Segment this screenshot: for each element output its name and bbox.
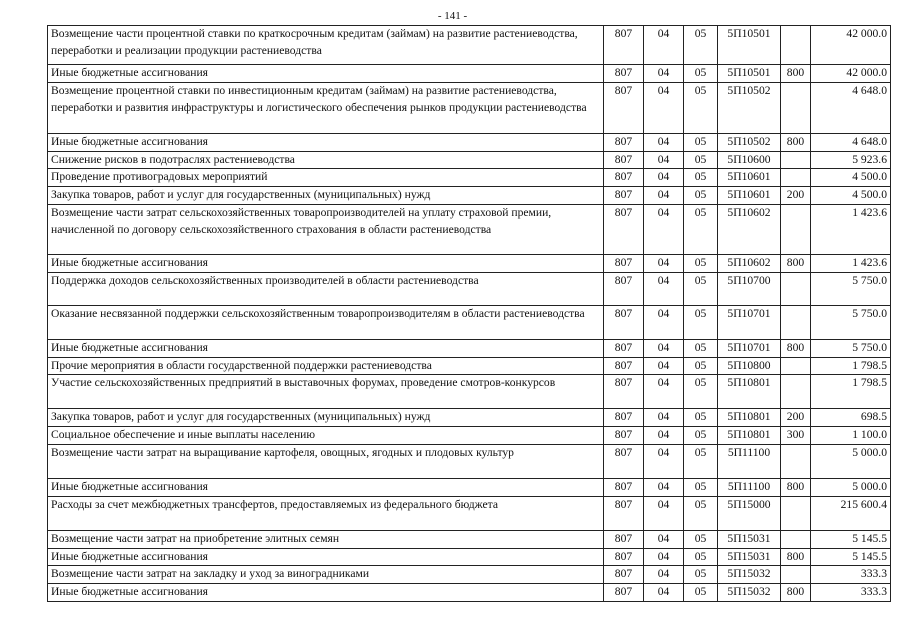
cell-target: 5П11100 xyxy=(718,478,781,496)
cell-ministry: 807 xyxy=(604,496,644,530)
cell-target: 5П10701 xyxy=(718,305,781,339)
cell-subsection: 05 xyxy=(684,26,718,65)
cell-expense-type: 800 xyxy=(781,65,811,83)
table-row xyxy=(48,169,891,187)
cell-subsection: 05 xyxy=(684,375,718,409)
cell-ministry: 807 xyxy=(604,409,644,427)
cell-subsection: 05 xyxy=(684,478,718,496)
cell-subsection: 05 xyxy=(684,548,718,566)
cell-subsection: 05 xyxy=(684,339,718,357)
cell-name: Возмещение процентной ставки по инвестиционным кредитам (займам) на развитие растениеводства, переработки и развития инфраструктуры и логистического обеспечения рынков продукции растениеводства xyxy=(48,82,604,133)
cell-expense-type xyxy=(781,444,811,478)
cell-target: 5П10601 xyxy=(718,169,781,187)
table-row xyxy=(48,133,891,151)
cell-name: Возмещение части затрат на выращивание картофеля, овощных, ягодных и плодовых культур xyxy=(48,444,604,478)
cell-name: Иные бюджетные ассигнования xyxy=(48,478,604,496)
cell-subsection: 05 xyxy=(684,357,718,375)
cell-ministry: 807 xyxy=(604,427,644,445)
cell-expense-type: 800 xyxy=(781,133,811,151)
cell-expense-type xyxy=(781,272,811,305)
cell-amount: 5 000.0 xyxy=(811,478,891,496)
cell-section: 04 xyxy=(644,26,684,65)
table-row xyxy=(48,151,891,169)
cell-target: 5П10501 xyxy=(718,26,781,65)
table-row xyxy=(48,187,891,205)
cell-amount: 1 798.5 xyxy=(811,357,891,375)
cell-name: Возмещение части затрат на приобретение элитных семян xyxy=(48,530,604,548)
cell-section: 04 xyxy=(644,204,684,254)
cell-name: Расходы за счет межбюджетных трансфертов, предоставляемых из федерального бюджета xyxy=(48,496,604,530)
cell-ministry: 807 xyxy=(604,357,644,375)
cell-ministry: 807 xyxy=(604,133,644,151)
cell-expense-type xyxy=(781,305,811,339)
cell-section: 04 xyxy=(644,444,684,478)
cell-name: Поддержка доходов сельскохозяйственных производителей в области растениеводства xyxy=(48,272,604,305)
cell-name: Закупка товаров, работ и услуг для государственных (муниципальных) нужд xyxy=(48,187,604,205)
cell-subsection: 05 xyxy=(684,566,718,584)
cell-subsection: 05 xyxy=(684,427,718,445)
cell-target: 5П11100 xyxy=(718,444,781,478)
cell-target: 5П15031 xyxy=(718,548,781,566)
cell-target: 5П15000 xyxy=(718,496,781,530)
budget-table xyxy=(47,25,891,602)
cell-section: 04 xyxy=(644,151,684,169)
cell-amount: 698.5 xyxy=(811,409,891,427)
cell-amount: 5 145.5 xyxy=(811,530,891,548)
cell-section: 04 xyxy=(644,584,684,602)
cell-amount: 1 100.0 xyxy=(811,427,891,445)
table-row xyxy=(48,272,891,305)
table-row xyxy=(48,82,891,133)
cell-amount: 1 798.5 xyxy=(811,375,891,409)
cell-section: 04 xyxy=(644,427,684,445)
cell-expense-type xyxy=(781,566,811,584)
cell-section: 04 xyxy=(644,133,684,151)
table-row xyxy=(48,496,891,530)
cell-section: 04 xyxy=(644,357,684,375)
cell-section: 04 xyxy=(644,82,684,133)
cell-target: 5П10801 xyxy=(718,409,781,427)
cell-section: 04 xyxy=(644,169,684,187)
cell-target: 5П10801 xyxy=(718,375,781,409)
cell-ministry: 807 xyxy=(604,204,644,254)
cell-ministry: 807 xyxy=(604,65,644,83)
cell-amount: 1 423.6 xyxy=(811,254,891,272)
cell-ministry: 807 xyxy=(604,82,644,133)
cell-amount: 333.3 xyxy=(811,566,891,584)
cell-name: Возмещение части затрат сельскохозяйственных товаропроизводителей на уплату страховой премии, начисленной по договору сельскохозяйственного страхования в области растениеводства xyxy=(48,204,604,254)
cell-expense-type: 800 xyxy=(781,548,811,566)
cell-expense-type: 800 xyxy=(781,339,811,357)
table-row xyxy=(48,26,891,65)
cell-target: 5П15032 xyxy=(718,584,781,602)
table-row xyxy=(48,584,891,602)
cell-amount: 4 648.0 xyxy=(811,82,891,133)
cell-amount: 5 750.0 xyxy=(811,339,891,357)
cell-target: 5П10600 xyxy=(718,151,781,169)
cell-target: 5П10602 xyxy=(718,204,781,254)
cell-amount: 5 750.0 xyxy=(811,272,891,305)
cell-ministry: 807 xyxy=(604,444,644,478)
table-row xyxy=(48,566,891,584)
cell-expense-type: 300 xyxy=(781,427,811,445)
cell-name: Снижение рисков в подотраслях растениеводства xyxy=(48,151,604,169)
cell-target: 5П10502 xyxy=(718,82,781,133)
cell-section: 04 xyxy=(644,272,684,305)
table-row xyxy=(48,65,891,83)
cell-section: 04 xyxy=(644,409,684,427)
cell-target: 5П10700 xyxy=(718,272,781,305)
cell-expense-type: 800 xyxy=(781,584,811,602)
cell-section: 04 xyxy=(644,65,684,83)
cell-expense-type xyxy=(781,151,811,169)
table-row xyxy=(48,548,891,566)
cell-name: Иные бюджетные ассигнования xyxy=(48,548,604,566)
cell-name: Иные бюджетные ассигнования xyxy=(48,133,604,151)
cell-section: 04 xyxy=(644,548,684,566)
cell-expense-type: 200 xyxy=(781,409,811,427)
cell-ministry: 807 xyxy=(604,478,644,496)
cell-section: 04 xyxy=(644,530,684,548)
table-row xyxy=(48,530,891,548)
table-row xyxy=(48,478,891,496)
cell-section: 04 xyxy=(644,254,684,272)
table-row xyxy=(48,375,891,409)
cell-expense-type: 200 xyxy=(781,187,811,205)
cell-ministry: 807 xyxy=(604,305,644,339)
cell-name: Прочие мероприятия в области государственной поддержки растениеводства xyxy=(48,357,604,375)
cell-section: 04 xyxy=(644,478,684,496)
cell-target: 5П15031 xyxy=(718,530,781,548)
cell-amount: 333.3 xyxy=(811,584,891,602)
cell-section: 04 xyxy=(644,187,684,205)
cell-expense-type: 800 xyxy=(781,478,811,496)
cell-target: 5П10601 xyxy=(718,187,781,205)
cell-target: 5П10501 xyxy=(718,65,781,83)
table-row xyxy=(48,305,891,339)
table-row xyxy=(48,409,891,427)
cell-name: Иные бюджетные ассигнования xyxy=(48,339,604,357)
cell-subsection: 05 xyxy=(684,272,718,305)
cell-amount: 5 923.6 xyxy=(811,151,891,169)
table-row xyxy=(48,357,891,375)
cell-ministry: 807 xyxy=(604,566,644,584)
cell-section: 04 xyxy=(644,375,684,409)
cell-target: 5П10801 xyxy=(718,427,781,445)
cell-ministry: 807 xyxy=(604,584,644,602)
cell-subsection: 05 xyxy=(684,204,718,254)
cell-name: Иные бюджетные ассигнования xyxy=(48,254,604,272)
cell-expense-type xyxy=(781,530,811,548)
cell-ministry: 807 xyxy=(604,169,644,187)
cell-target: 5П10800 xyxy=(718,357,781,375)
cell-ministry: 807 xyxy=(604,272,644,305)
cell-ministry: 807 xyxy=(604,26,644,65)
cell-amount: 5 000.0 xyxy=(811,444,891,478)
table-row xyxy=(48,339,891,357)
cell-ministry: 807 xyxy=(604,151,644,169)
cell-expense-type xyxy=(781,26,811,65)
cell-section: 04 xyxy=(644,339,684,357)
cell-ministry: 807 xyxy=(604,339,644,357)
cell-amount: 215 600.4 xyxy=(811,496,891,530)
cell-expense-type xyxy=(781,375,811,409)
cell-ministry: 807 xyxy=(604,187,644,205)
cell-target: 5П15032 xyxy=(718,566,781,584)
cell-amount: 4 500.0 xyxy=(811,187,891,205)
cell-name: Закупка товаров, работ и услуг для государственных (муниципальных) нужд xyxy=(48,409,604,427)
cell-subsection: 05 xyxy=(684,444,718,478)
cell-amount: 5 145.5 xyxy=(811,548,891,566)
cell-name: Оказание несвязанной поддержки сельскохозяйственным товаропроизводителям в области растениеводства xyxy=(48,305,604,339)
cell-subsection: 05 xyxy=(684,496,718,530)
cell-amount: 1 423.6 xyxy=(811,204,891,254)
cell-name: Иные бюджетные ассигнования xyxy=(48,584,604,602)
cell-name: Социальное обеспечение и иные выплаты населению xyxy=(48,427,604,445)
cell-expense-type xyxy=(781,204,811,254)
cell-subsection: 05 xyxy=(684,65,718,83)
cell-subsection: 05 xyxy=(684,133,718,151)
cell-amount: 4 500.0 xyxy=(811,169,891,187)
cell-subsection: 05 xyxy=(684,584,718,602)
cell-target: 5П10701 xyxy=(718,339,781,357)
cell-expense-type xyxy=(781,82,811,133)
cell-section: 04 xyxy=(644,496,684,530)
cell-name: Участие сельскохозяйственных предприятий в выставочных форумах, проведение смотров-конкурсов xyxy=(48,375,604,409)
cell-subsection: 05 xyxy=(684,82,718,133)
page-number: - 141 - xyxy=(437,10,468,22)
cell-subsection: 05 xyxy=(684,409,718,427)
cell-section: 04 xyxy=(644,305,684,339)
cell-name: Возмещение части процентной ставки по краткосрочным кредитам (займам) на развитие растениеводства, переработки и реализации продукции растениеводства xyxy=(48,26,604,65)
cell-subsection: 05 xyxy=(684,254,718,272)
cell-expense-type xyxy=(781,357,811,375)
cell-subsection: 05 xyxy=(684,305,718,339)
cell-amount: 42 000.0 xyxy=(811,26,891,65)
cell-expense-type: 800 xyxy=(781,254,811,272)
cell-name: Проведение противоградовых мероприятий xyxy=(48,169,604,187)
table-row xyxy=(48,254,891,272)
table-row xyxy=(48,204,891,254)
cell-target: 5П10502 xyxy=(718,133,781,151)
cell-subsection: 05 xyxy=(684,187,718,205)
cell-name: Возмещение части затрат на закладку и уход за виноградниками xyxy=(48,566,604,584)
cell-amount: 42 000.0 xyxy=(811,65,891,83)
cell-expense-type xyxy=(781,169,811,187)
cell-amount: 4 648.0 xyxy=(811,133,891,151)
cell-ministry: 807 xyxy=(604,548,644,566)
cell-section: 04 xyxy=(644,566,684,584)
cell-subsection: 05 xyxy=(684,530,718,548)
table-row xyxy=(48,444,891,478)
cell-expense-type xyxy=(781,496,811,530)
cell-amount: 5 750.0 xyxy=(811,305,891,339)
cell-ministry: 807 xyxy=(604,530,644,548)
cell-ministry: 807 xyxy=(604,254,644,272)
cell-name: Иные бюджетные ассигнования xyxy=(48,65,604,83)
cell-target: 5П10602 xyxy=(718,254,781,272)
cell-ministry: 807 xyxy=(604,375,644,409)
cell-subsection: 05 xyxy=(684,151,718,169)
table-row xyxy=(48,427,891,445)
cell-subsection: 05 xyxy=(684,169,718,187)
